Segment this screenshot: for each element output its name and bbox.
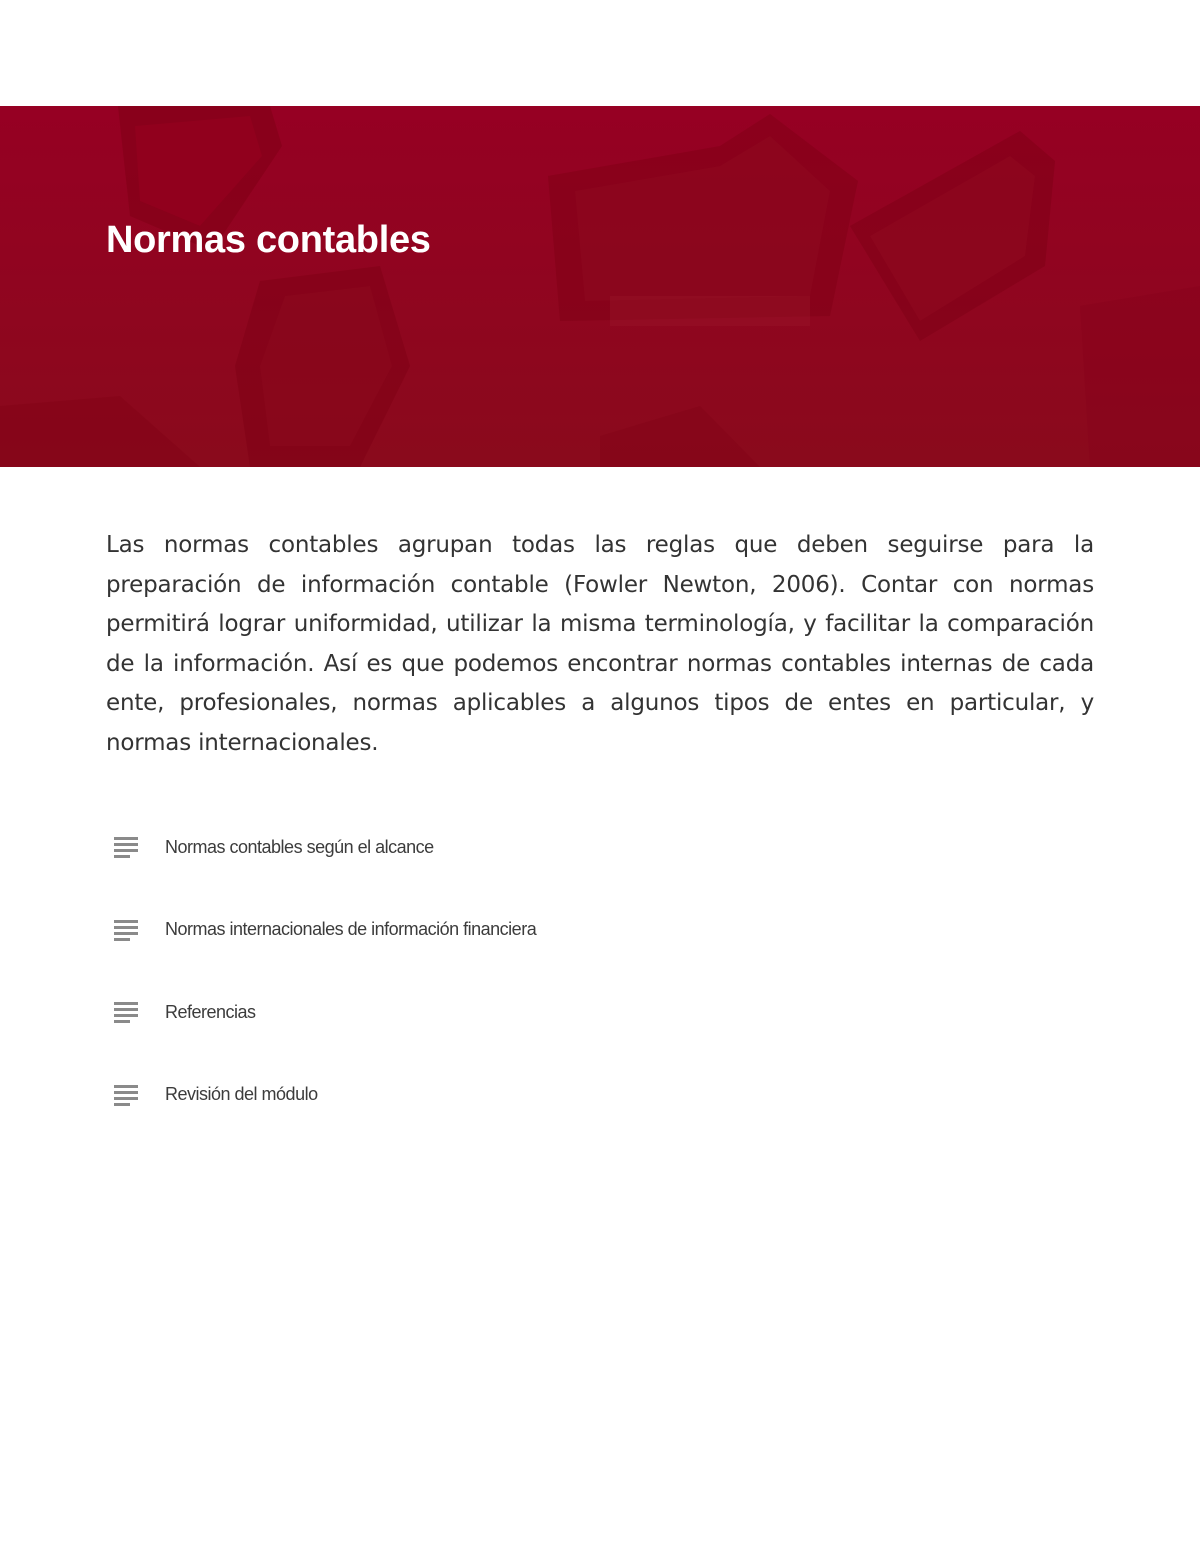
header-banner: [0, 106, 1200, 467]
text-lines-icon: [114, 1001, 144, 1023]
intro-paragraph: Las normas contables agrupan todas las reglas que deben seguirse para la preparación de información contable (Fowler Newton, 2006). Contar con normas permitirá lograr uniformidad, utilizar la misma terminología, y facilitar la comparación de la información. Así es que podemos encontrar normas contables internas de cada ente, profesionales, normas aplicables a algunos tipos de entes en particular, y normas internacionales.: [106, 532, 1094, 756]
text-lines-icon: [114, 836, 144, 858]
banner-background-image: [0, 106, 1200, 467]
page-title: Normas contables: [106, 219, 431, 261]
text-lines-icon: [114, 919, 144, 941]
lesson-item-label: Referencias: [165, 1001, 256, 1022]
text-lines-icon: [114, 1084, 144, 1106]
lesson-item[interactable]: [106, 971, 1094, 1054]
lesson-item[interactable]: [106, 1054, 1094, 1137]
lesson-item[interactable]: [106, 806, 1094, 889]
lesson-item-label: Normas contables según el alcance: [165, 836, 434, 857]
lesson-item-label: Normas internacionales de información financiera: [165, 919, 537, 940]
lesson-list: [106, 806, 1094, 1136]
lesson-item[interactable]: [106, 889, 1094, 972]
lesson-item-label: Revisión del módulo: [165, 1084, 318, 1105]
